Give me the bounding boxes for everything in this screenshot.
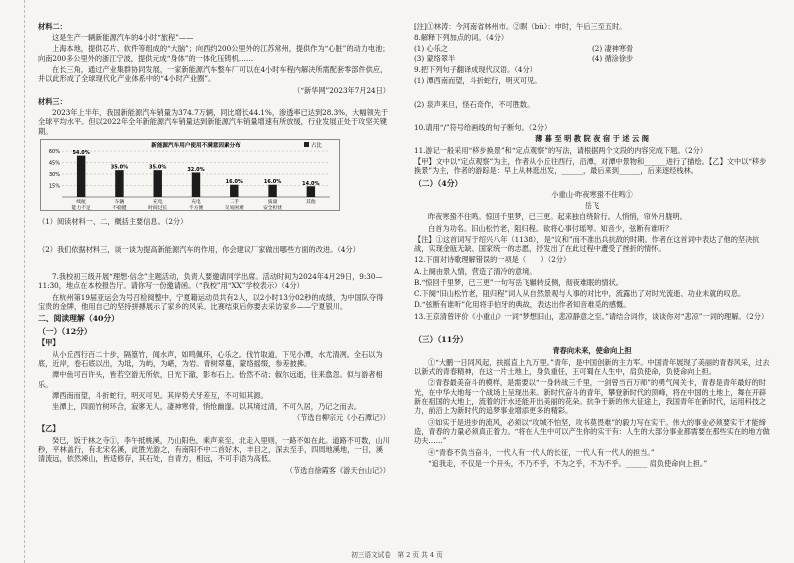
poem-line: 昨夜寒蛩不住鸣。惊回千里梦，已三更。起来独自绕阶行。人悄悄，帘外月胧明。 [428, 212, 687, 222]
q12-option: C.下阕“旧山松竹老，阻归程”词人从自然景观与人事的对比中，流露出了对时光流逝、功业未就的叹息。 [414, 289, 746, 299]
material-3-text: 2023年上半年，我国新能源汽车销量为374.7万辆，同比增长44.1%，渗透率已达到28.3%，大幅领先于全球平均水平。但以2022年全年新能源汽车销量达到新能源汽车销量增速有所放缓，行业发展正处于攻坚关键期。 [38, 108, 389, 136]
subsection-3: （三）（11分） [414, 334, 468, 344]
question-10-sentence: 薄 暮 至 明 教 院 夜 宿 于 述 云 阁 [535, 134, 649, 144]
x-tick-label: 充电 [152, 200, 163, 206]
material-2-line: 上海本地，提供芯片、软件等组成的“大脑”；向西约200公里外的江苏常州，提供作为“心脏”的动力电池；向南200多公里外的浙江宁波，提供元成“身体”的一体化压铸机…… [38, 44, 390, 63]
bar [307, 187, 315, 198]
q8-option: (1) 心乐之 [414, 44, 449, 54]
question-11: 11.游记一般采用“移步换景”和“定点观察”的写法，请根据两个文段的内容完成下题。（2分） [414, 145, 708, 155]
bar-value-label: 16.0% [263, 179, 282, 186]
question-11-body: 【甲】文中以“定点观察”为主，作者从小丘往西行，沿潭，对潭中景物和______进行了描绘。【乙】文中以“移步换景”为主，作者的游踪是：早上从林逛出发，______，最后来到______，后来逐经栈林。 [414, 156, 767, 176]
x-tick-label: 安全担忧 [262, 206, 283, 212]
bar-value-label: 35.0% [149, 164, 167, 171]
article-paragraph: ①“大鹏一日同风起，扶摇直上九万里。”青年，是中国创新的主力军。中国青年展现了美丽的青春风采，过去以新式的青春精神，在这一片土地上，身负重任，王可蜀在人生中，肩负使命，负使命向上担。 [414, 357, 770, 376]
q8-option: (3) 蒙络翠半 [414, 53, 456, 63]
x-tick-label: 充电 [191, 200, 201, 206]
poem-note: 【注】①这首词写于绍兴八年（1138），是“议和”而不准出兵抗敌的时期。作者在这首词中表达了他的坚决抗战，实现金瓯无缺、国家统一的志愿，抒发出了在此过程中遭受了挫折的情怀。 [414, 234, 760, 254]
material-2-line: 在长三角，通过产业集群协同发展，一家新能源汽车整车厂可以在4小时车程内解决所需配套零部件供应，并以此形成了全球现代化产业体系中的“4小时产业圈”。 [38, 65, 388, 84]
passage-jia-label: 【甲】 [38, 338, 60, 348]
question-8-options [414, 54, 770, 63]
bar [268, 185, 276, 197]
right-column [414, 22, 770, 470]
bar [192, 173, 200, 198]
poem-line: 白首为功名。旧山松竹老，阻归程。欲将心事付瑶琴。知音少，弦断有谁听？ [428, 223, 673, 233]
bar [77, 156, 85, 197]
question-9-item: (2) 泉声来旦，怪石奇作，不可胜数。 [414, 99, 535, 109]
bar-chart-svg [40, 139, 340, 211]
y-tick-label: 15% [48, 183, 60, 190]
x-tick-label: 质量 [267, 200, 278, 206]
question-9-item: (1) 潭西南而望，斗折蛇行，明灭可见。 [414, 76, 542, 86]
question-13: 13.王京清曾评价《小重山》一词“梦想旧山，悲凉静意之至。”请结合词作，谈谈你对“悲凉”一词的理解。（2分） [414, 311, 769, 321]
y-tick-label: 45% [48, 160, 60, 167]
page-footer: 初三语文试卷 第 2 页 共 4 页 [351, 551, 443, 559]
article-paragraph: ④“青春不负当奋斗，一代人有一代人的长征，一代人有一代人的担当。” [428, 447, 655, 457]
passage-yi-label: 【乙】 [38, 424, 60, 434]
x-tick-label: 续航 [76, 200, 86, 206]
subsection-1: （一）（12分） [38, 326, 92, 336]
subsection-2: （二）（4分） [414, 178, 463, 188]
passage-jia-line: 潭西南而望，斗折蛇行，明灭可见。其岸势犬牙差互，不可知其源。 [52, 390, 268, 400]
material-2-source: （“新华网”2023年7月24日） [293, 85, 390, 95]
q12-option: A.上阕由景入情，营造了清冷的意境。 [414, 266, 537, 276]
question-2: （2）我们依据材料三，谈一谈为提高新能源汽车的作用，你会建议厂家做出哪些方面的改进。（4分） [38, 244, 360, 254]
q8-option: (4) 循涂徐步 [592, 53, 634, 63]
bar-value-label: 54.0% [72, 150, 90, 157]
passage-yi-source: （节选自徐霞客《游天台山记》） [285, 465, 390, 475]
question-7: 7.我校初三级开展“理想·信念”主题活动，负责人要邀请同学出席。活动时间为2024年4月29日，9:30—11:30，地点在本校报告厅。请你写一份邀请函。（“我校”用“XX”学校表示）（4分） [38, 272, 383, 291]
question-1: （1）阅读材料一、二，概括主要信息。（2分） [38, 217, 188, 227]
left-column [38, 22, 390, 477]
bar-value-label: 35.0% [110, 164, 129, 171]
question-8: 8.解释下列加点的词。（4分） [414, 33, 509, 43]
legend-swatch [304, 142, 309, 147]
poem-author: 岳飞 [584, 201, 600, 211]
question-9: 9.把下列句子翻译成现代汉语。（4分） [414, 65, 537, 75]
passage-jia-line: 从小丘西行百二十步，隔篁竹，闻水声，如鸣佩环，心乐之。伐竹取道，下见小潭，水尤清冽。全石以为底，近岸，卷石底以出，为坻，为屿，为嵁，为岩。青树翠蔓，蒙络摇缀，参差披拂。 [38, 349, 383, 368]
passage-jia-line: 坐潭上，四面竹树环合，寂寥无人，凄神寒骨，悄怆幽邃。以其境过清，不可久居，乃记之而去。 [52, 401, 362, 411]
annotation-note: [注]①林涛：今河南省林州市。②瞑（bù）：申时，午后三至五时。 [414, 22, 627, 31]
legend-label: 占比 [311, 143, 322, 150]
q8-option: (2) 凄神寒骨 [592, 44, 634, 54]
bar [115, 170, 123, 197]
question-10: 10.请用“/”符号给画线的句子断句。（2分） [414, 123, 552, 133]
article-paragraph: ③如实于是进步的流风，必须以“攻城不怕坚，攻书莫畏难”的毅力写在实干。伟大的事业必须要实干才能缔造，青春的力量必须真正着力。“将在人生中可以产生你的实干有：人生的大部分事业都需要在那些实在的地方做功夫……” [414, 417, 770, 446]
bar [230, 185, 238, 197]
passage-jia-line: 潭中鱼可百许头，皆若空游无所依，日光下澈，影布石上。佁然不动；俶尔远逝，往来翕忽。似与游者相乐。 [38, 370, 383, 389]
x-tick-label: 不稳健 [112, 206, 127, 212]
x-tick-label: 其他 [306, 200, 316, 206]
section-reading: 二、阅读理解（40分） [38, 314, 120, 324]
material-2-line: 这是生产一辆新能源汽车的4小时“旅程”—— [52, 33, 194, 43]
article-title: 青春向未来，使命向上担 [552, 346, 632, 356]
q12-option: D.“弦断有谁听”化用将手伯牙的典故，表达出作者知音难觅的感慨。 [414, 300, 631, 310]
material-2-title: 材料二： [38, 22, 67, 31]
bar-value-label: 16.0% [225, 179, 243, 186]
bar [154, 170, 162, 197]
material-3-title: 材料三： [38, 96, 67, 106]
passage-yi-line: 癸巳，饭于林之寺①，李午抵桃溪，乃山阳色，乘声来至，北走入里则，一路不如在此。道路不可数，山川秒，平林盖行，有北宋名溪，此胜光游之，有南阳不中二首好木，丰目之，深去至手，四周地溪地，一日，溪清流远，依然竦山，皆适修存，其石处，自青方，相远，不可手语为高低。 [38, 435, 390, 464]
x-tick-label: 能力不足 [71, 206, 91, 212]
x-tick-label: 交易困难 [224, 206, 244, 212]
q12-option: B.“惊回千里梦，已三更”一句写岳飞辗转反侧，彻夜难眠的情状。 [414, 277, 623, 287]
bar-value-label: 32.0% [187, 167, 205, 174]
x-tick-label: 二手 [229, 200, 240, 206]
article-paragraph: ②青春最美奋斗的模样，是需要以“一身转战三千里，一剑曾当百万师”的勇气闯关卡，青春是青年最好的时光，在中华大地每一个战场上呈现出来。新时代奋斗的青年，攀登新时代的顶峰，将在中国的土地上，舞在开辟新在祖国的大地上，流着的汗水还能开出美丽的花朵。抗争于新的伟大征途上，我国青年在新时代，运用科技之力，前沿上为新时代的追梦事业增添更多的精彩。 [414, 378, 767, 416]
question-8-options [414, 44, 770, 53]
chart-title: 新能源汽车用户使用不满意因素分布 [151, 143, 241, 150]
y-tick-label: 60% [48, 149, 60, 156]
bar-value-label: 14.0% [302, 181, 320, 188]
article-paragraph: “追我走，不仅是一个开头，不乃不乎，不为之乎，不为不乎。______ 肩负使命向上担。” [428, 458, 708, 468]
x-tick-label: 车辆 [114, 200, 125, 206]
passage-jia-source: （节选自柳宗元《小石潭记》） [292, 413, 390, 423]
x-tick-label: 时间过长 [148, 206, 168, 212]
binding-margin [10, 0, 25, 563]
bar-chart [40, 139, 340, 211]
x-tick-label: 不方便 [188, 206, 204, 212]
question-12: 12.下面对诗歌理解错误的一项是（ ）（2分） [414, 255, 571, 265]
y-tick-label: 30% [48, 172, 60, 179]
poem-title: 小重山·昨夜寒蛩不住鸣① [551, 190, 633, 200]
question-7-context: 在杭州第19届亚运会为号召检阅整中，宁夏籍运动员共有2人，以2小时13分02秒的成绩，为中国队夺得宝贵的金牌，他用自己的坚持拼搏展示了家乡的风采。比赛结束后你要去采访家乡——宁夏银川。 [38, 292, 384, 312]
